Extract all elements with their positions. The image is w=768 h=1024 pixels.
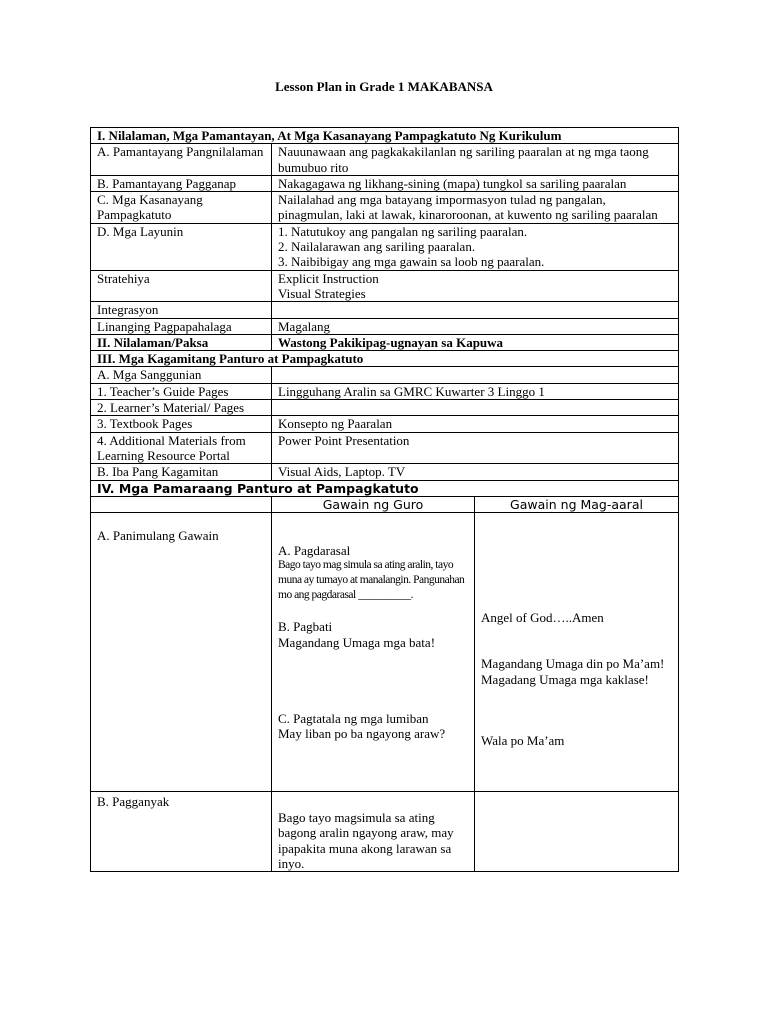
integrasyon-value [272,302,679,318]
panimula-guro [272,513,475,792]
stratehiya-label: Stratehiya [91,270,272,302]
stratehiya-item: Explicit Instruction [278,270,379,286]
row-value: Power Point Presentation [272,432,679,464]
pagbati-response-2: Magadang Umaga mga kaklase! [481,671,649,687]
section-2-row [91,334,679,350]
panimula-row [91,513,679,792]
layunin-item: 1. Natutukoy ang pangalan ng sariling paaralan. [278,223,528,239]
table-row [91,175,679,191]
pagbati-response-1: Magandang Umaga din po Ma’am! [481,656,665,672]
document-title: Lesson Plan in Grade 1 MAKABANSA [275,79,493,94]
pagdarasal-title: A. Pagdarasal [278,543,351,559]
section-1-heading-row [91,128,679,144]
pagdarasal-text: Bago tayo mag simula sa ating aralin, tayo muna ay tumayo at manalangin. Pangunahan mo ang pagdarasal __________. [278,559,465,602]
panimula-label: A. Panimulang Gawain [91,513,272,792]
column-header-guro: Gawain ng Guro [272,496,475,512]
column-header-empty [91,496,272,512]
section-3-heading-row [91,351,679,367]
row-label: B. Pamantayang Pagganap [91,175,272,191]
table-row [91,270,679,302]
sanggunian-value [272,367,679,383]
sanggunian-label: A. Mga Sanggunian [91,367,272,383]
table-row [91,432,679,464]
section-2-label: II. Nilalaman/Paksa [91,334,272,350]
table-row [91,144,679,176]
panimula-mag-aaral [475,513,679,792]
table-row [91,416,679,432]
lesson-plan-table [90,127,679,872]
column-header-mag-aaral: Gawain ng Mag-aaral [475,496,679,512]
row-label: 2. Learner’s Material/ Pages [91,400,272,416]
table-row [91,302,679,318]
pagbati-title: B. Pagbati [278,619,333,635]
row-label: 3. Textbook Pages [91,416,272,432]
row-label: B. Iba Pang Kagamitan [91,464,272,480]
integrasyon-label: Integrasyon [91,302,272,318]
column-header-row [91,496,679,512]
layunin-list [272,223,679,270]
row-value: Visual Aids, Laptop. TV [272,464,679,480]
pagdarasal-response: Angel of God…..Amen [481,610,604,626]
row-label: A. Pamantayang Pangnilalaman [91,144,272,176]
table-row [91,383,679,399]
table-row [91,318,679,334]
section-2-value: Wastong Pakikipag-ugnayan sa Kapuwa [272,334,679,350]
table-row [91,223,679,270]
pagganyak-label: B. Pagganyak [91,792,272,872]
stratehiya-list [272,270,679,302]
pagganyak-mag-aaral [475,792,679,872]
pagganyak-row [91,792,679,872]
row-value: Nakagagawa ng likhang-sining (mapa) tungkol sa sariling paaralan [272,175,679,191]
table-row [91,464,679,480]
layunin-label: D. Mga Layunin [91,223,272,270]
pagtatala-title: C. Pagtatala ng mga lumiban [278,711,429,727]
section-4-heading: IV. Mga Pamaraang Panturo at Pampagkatuto [91,480,679,496]
row-value: Konsepto ng Paaralan [272,416,679,432]
row-value: Nailalahad ang mga batayang impormasyon tulad ng pangalan, pinagmulan, laki at lawak, kinaroroonan, at kuwento ng sariling paaralan [272,192,679,224]
table-row [91,367,679,383]
pagpapahalaga-value: Magalang [272,318,679,334]
pagbati-text: Magandang Umaga mga bata! [278,634,436,650]
section-4-heading-row [91,480,679,496]
row-label: 1. Teacher’s Guide Pages [91,383,272,399]
row-value [272,400,679,416]
layunin-item: 2. Nailalarawan ang sariling paaralan. [278,239,476,255]
table-row [91,400,679,416]
layunin-item: 3. Naibibigay ang mga gawain sa loob ng paaralan. [278,254,545,270]
row-value: Nauunawaan ang pagkakakilanlan ng sariling paaralan at ng mga taong bumubuo rito [272,144,679,176]
row-label: C. Mga Kasanayang Pampagkatuto [91,192,272,224]
pagpapahalaga-label: Linanging Pagpapahalaga [91,318,272,334]
section-3-heading: III. Mga Kagamitang Panturo at Pampagkatuto [91,351,679,367]
pagganyak-guro: Bago tayo magsimula sa ating bagong aralin ngayong araw, may ipapakita muna akong larawan sa inyo. [272,792,475,872]
stratehiya-item: Visual Strategies [278,285,366,301]
row-label: 4. Additional Materials from Learning Resource Portal [91,432,272,464]
pagtatala-response: Wala po Ma’am [481,733,565,749]
section-1-heading: I. Nilalaman, Mga Pamantayan, At Mga Kasanayang Pampagkatuto Ng Kurikulum [91,128,679,144]
pagtatala-text: May liban po ba ngayong araw? [278,726,446,742]
row-value: Lingguhang Aralin sa GMRC Kuwarter 3 Linggo 1 [272,383,679,399]
table-row [91,192,679,224]
